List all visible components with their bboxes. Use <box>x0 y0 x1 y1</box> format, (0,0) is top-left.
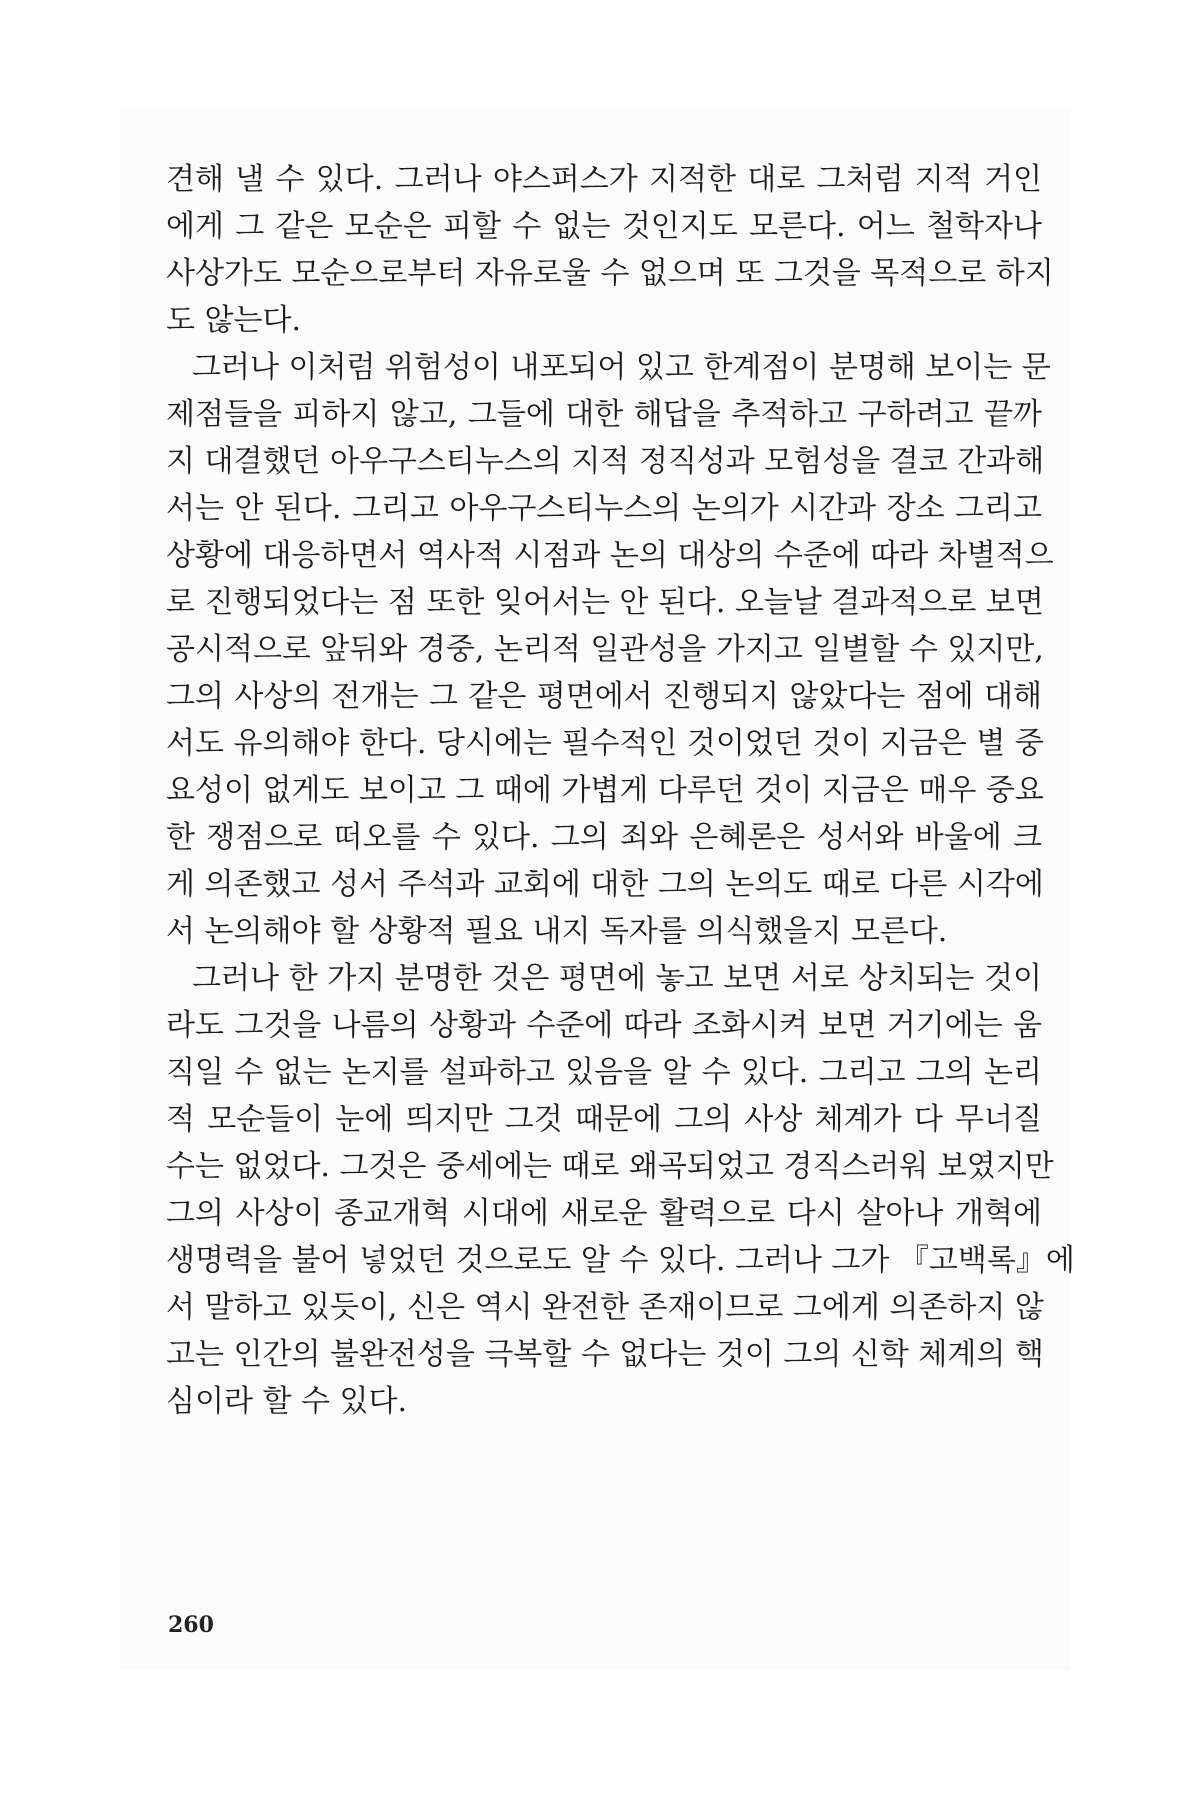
text-line: 서 논의해야 할 상황적 필요 내지 독자를 의식했을지 모른다. <box>166 914 948 949</box>
text-line: 공시적으로 앞뒤와 경중, 논리적 일관성을 가지고 일별할 수 있지만, <box>166 632 1044 667</box>
text-line: 적 모순들이 눈에 띄지만 그것 때문에 그의 사상 체계가 다 무너질 <box>166 1102 1042 1137</box>
paragraph-first-line: 그러나 한 가지 분명한 것은 평면에 놓고 보면 서로 상치되는 것이 <box>192 961 1042 996</box>
text-line: 견해 낼 수 있다. 그러나 야스퍼스가 지적한 대로 그처럼 지적 거인 <box>166 162 1042 197</box>
page-number: 260 <box>168 1612 214 1638</box>
text-line: 한 쟁점으로 떠오를 수 있다. 그의 죄와 은혜론은 성서와 바울에 크 <box>166 820 1042 855</box>
text-line: 사상가도 모순으로부터 자유로울 수 없으며 또 그것을 목적으로 하지 <box>166 256 1054 291</box>
text-line: 서도 유의해야 한다. 당시에는 필수적인 것이었던 것이 지금은 별 중 <box>166 726 1044 761</box>
text-line: 상황에 대응하면서 역사적 시점과 논의 대상의 수준에 따라 차별적으 <box>166 538 1054 573</box>
text-line: 게 의존했고 성서 주석과 교회에 대한 그의 논의도 때로 다른 시각에 <box>166 867 1044 902</box>
text-line: 그의 사상이 종교개혁 시대에 새로운 활력으로 다시 살아나 개혁에 <box>166 1196 1042 1231</box>
text-line: 서 말하고 있듯이, 신은 역시 완전한 존재이므로 그에게 의존하지 않 <box>166 1290 1044 1325</box>
text-line: 라도 그것을 나름의 상황과 수준에 따라 조화시켜 보면 거기에는 움 <box>166 1008 1042 1043</box>
text-line: 에게 그 같은 모순은 피할 수 없는 것인지도 모른다. 어느 철학자나 <box>166 209 1042 244</box>
text-line: 생명력을 불어 넣었던 것으로도 알 수 있다. 그러나 그가 『고백록』에 <box>166 1243 1075 1278</box>
text-line: 도 않는다. <box>166 303 301 338</box>
text-line: 로 진행되었다는 점 또한 잊어서는 안 된다. 오늘날 결과적으로 보면 <box>166 585 1044 620</box>
text-line: 심이라 할 수 있다. <box>166 1384 408 1419</box>
text-line: 요성이 없게도 보이고 그 때에 가볍게 다루던 것이 지금은 매우 중요 <box>166 773 1044 808</box>
text-line: 직일 수 없는 논지를 설파하고 있음을 알 수 있다. 그리고 그의 논리 <box>166 1055 1042 1090</box>
paragraph-first-line: 그러나 이처럼 위험성이 내포되어 있고 한계점이 분명해 보이는 문 <box>192 350 1051 385</box>
text-line: 그의 사상의 전개는 그 같은 평면에서 진행되지 않았다는 점에 대해 <box>166 679 1042 714</box>
text-line: 서는 안 된다. 그리고 아우구스티누스의 논의가 시간과 장소 그리고 <box>166 491 1042 526</box>
text-line: 고는 인간의 불완전성을 극복할 수 없다는 것이 그의 신학 체계의 핵 <box>166 1337 1044 1372</box>
text-line: 수는 없었다. 그것은 중세에는 때로 왜곡되었고 경직스러워 보였지만 <box>166 1149 1054 1184</box>
text-line: 지 대결했던 아우구스티누스의 지적 정직성과 모험성을 결코 간과해 <box>166 444 1045 479</box>
text-line: 제점들을 피하지 않고, 그들에 대한 해답을 추적하고 구하려고 끝까 <box>166 397 1042 432</box>
